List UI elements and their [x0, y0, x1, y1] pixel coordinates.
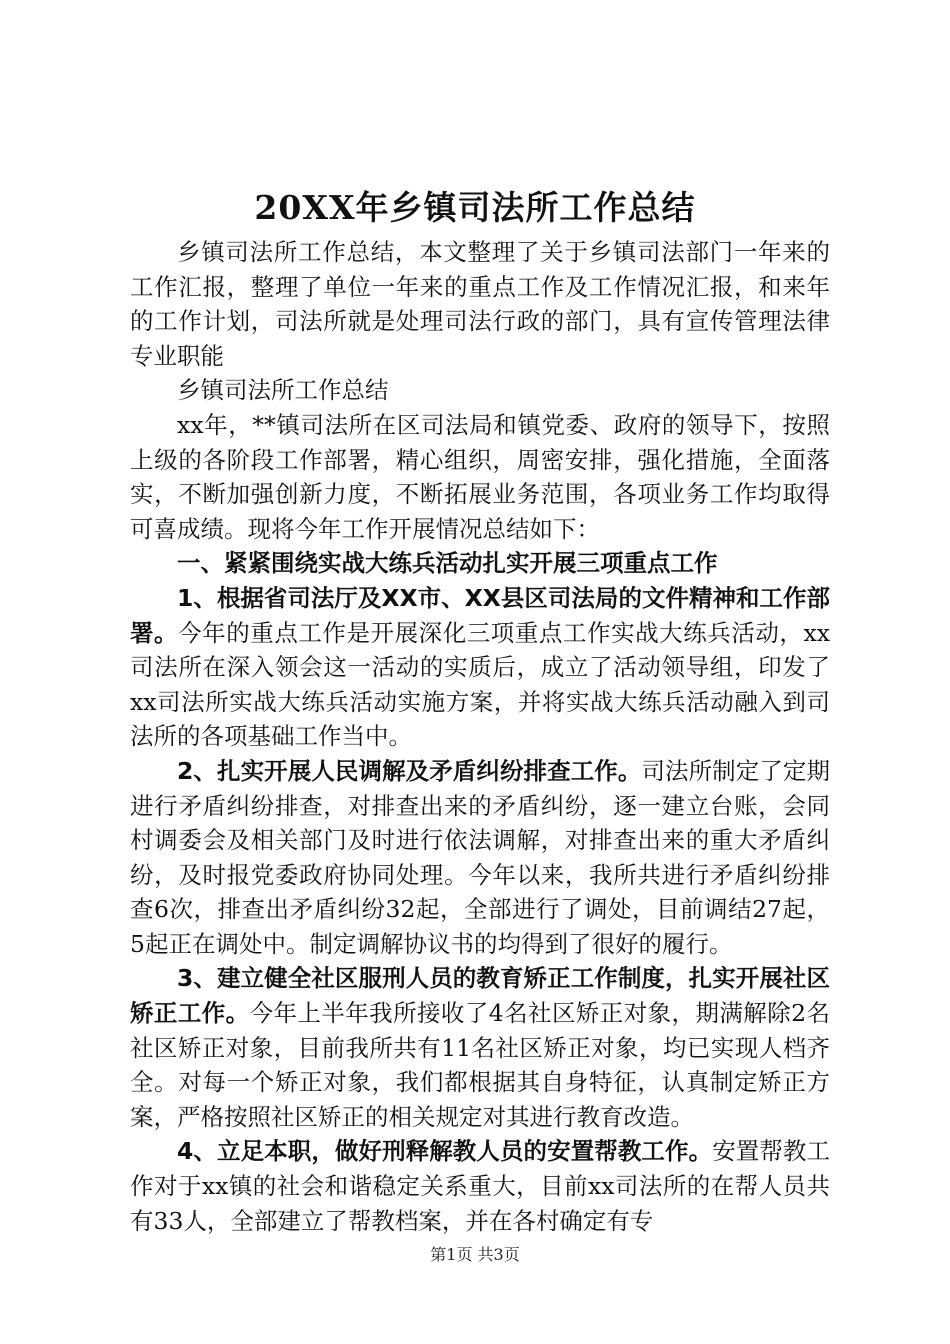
subtitle-paragraph: 乡镇司法所工作总结 [177, 376, 389, 405]
item-lead-1: 1、根据省司法厅及XX市、XX县区司法局的文件精神和工作部署。 [130, 583, 830, 647]
item-paragraph-4 [130, 1134, 830, 1238]
document-title: 20XX年乡镇司法所工作总结 [254, 188, 696, 227]
item-text-3: 今年上半年我所接收了4名社区矫正对象，期满解除2名社区矫正对象，目前我所共有11名社区矫正对象，均已实现人档齐全。对每一个矫正对象，我们都根据其自身特征，认真制定矫正方案，严格按照社区矫正的相关规定对其进行教育改造。 [130, 999, 831, 1131]
item-paragraph-1 [130, 581, 830, 754]
item-paragraph-2 [130, 754, 830, 962]
item-lead-3: 3、建立健全社区服刑人员的教育矫正工作制度，扎实开展社区矫正工作。 [130, 964, 830, 1028]
page-footer: 第1页 共3页 [430, 1245, 520, 1264]
item-paragraph-3 [130, 961, 830, 1134]
section-heading: 一、紧紧围绕实战大练兵活动扎实开展三项重点工作 [177, 549, 718, 578]
item-text-4: 安置帮教工作对于xx镇的社会和谐稳定关系重大，目前xx司法所的在帮人员共有33人，全部建立了帮教档案，并在各村确定有专 [130, 1137, 831, 1235]
opening-paragraph: xx年，**镇司法所在区司法局和镇党委、政府的领导下，按照上级的各阶段工作部署，精心组织，周密安排，强化措施，全面落实，不断加强创新力度，不断拓展业务范围，各项业务工作均取得可喜成绩。现将今年工作开展情况总结如下： [130, 410, 830, 543]
item-text-1: 今年的重点工作是开展深化三项重点工作实战大练兵活动，xx司法所在深入领会这一活动的实质后，成立了活动领导组，印发了xx司法所实战大练兵活动实施方案，并将实战大练兵活动融入到司法所的各项基础工作当中。 [130, 618, 830, 751]
intro-paragraph: 乡镇司法所工作总结，本文整理了关于乡镇司法部门一年来的工作汇报，整理了单位一年来的重点工作及工作情况汇报，和来年的工作计划，司法所就是处理司法行政的部门，具有宣传管理法律专业职能 [130, 238, 830, 370]
item-lead-2: 2、扎实开展人民调解及矛盾纠纷排查工作。 [177, 756, 642, 785]
document-body [130, 235, 830, 1238]
item-lead-4: 4、立足本职，做好刑释解教人员的安置帮教工作。 [177, 1137, 713, 1166]
item-text-2: 司法所制定了定期进行矛盾纠纷排查，对排查出来的矛盾纠纷，逐一建立台账，会同村调委会及相关部门及时进行依法调解，对排查出来的重大矛盾纠纷，及时报党委政府协同处理。今年以来，我所共进行矛盾纠纷排查6次，排查出矛盾纠纷32起，全部进行了调处，目前调结27起，5起正在调处中。制定调解协议书的均得到了很好的履行。 [130, 756, 830, 958]
